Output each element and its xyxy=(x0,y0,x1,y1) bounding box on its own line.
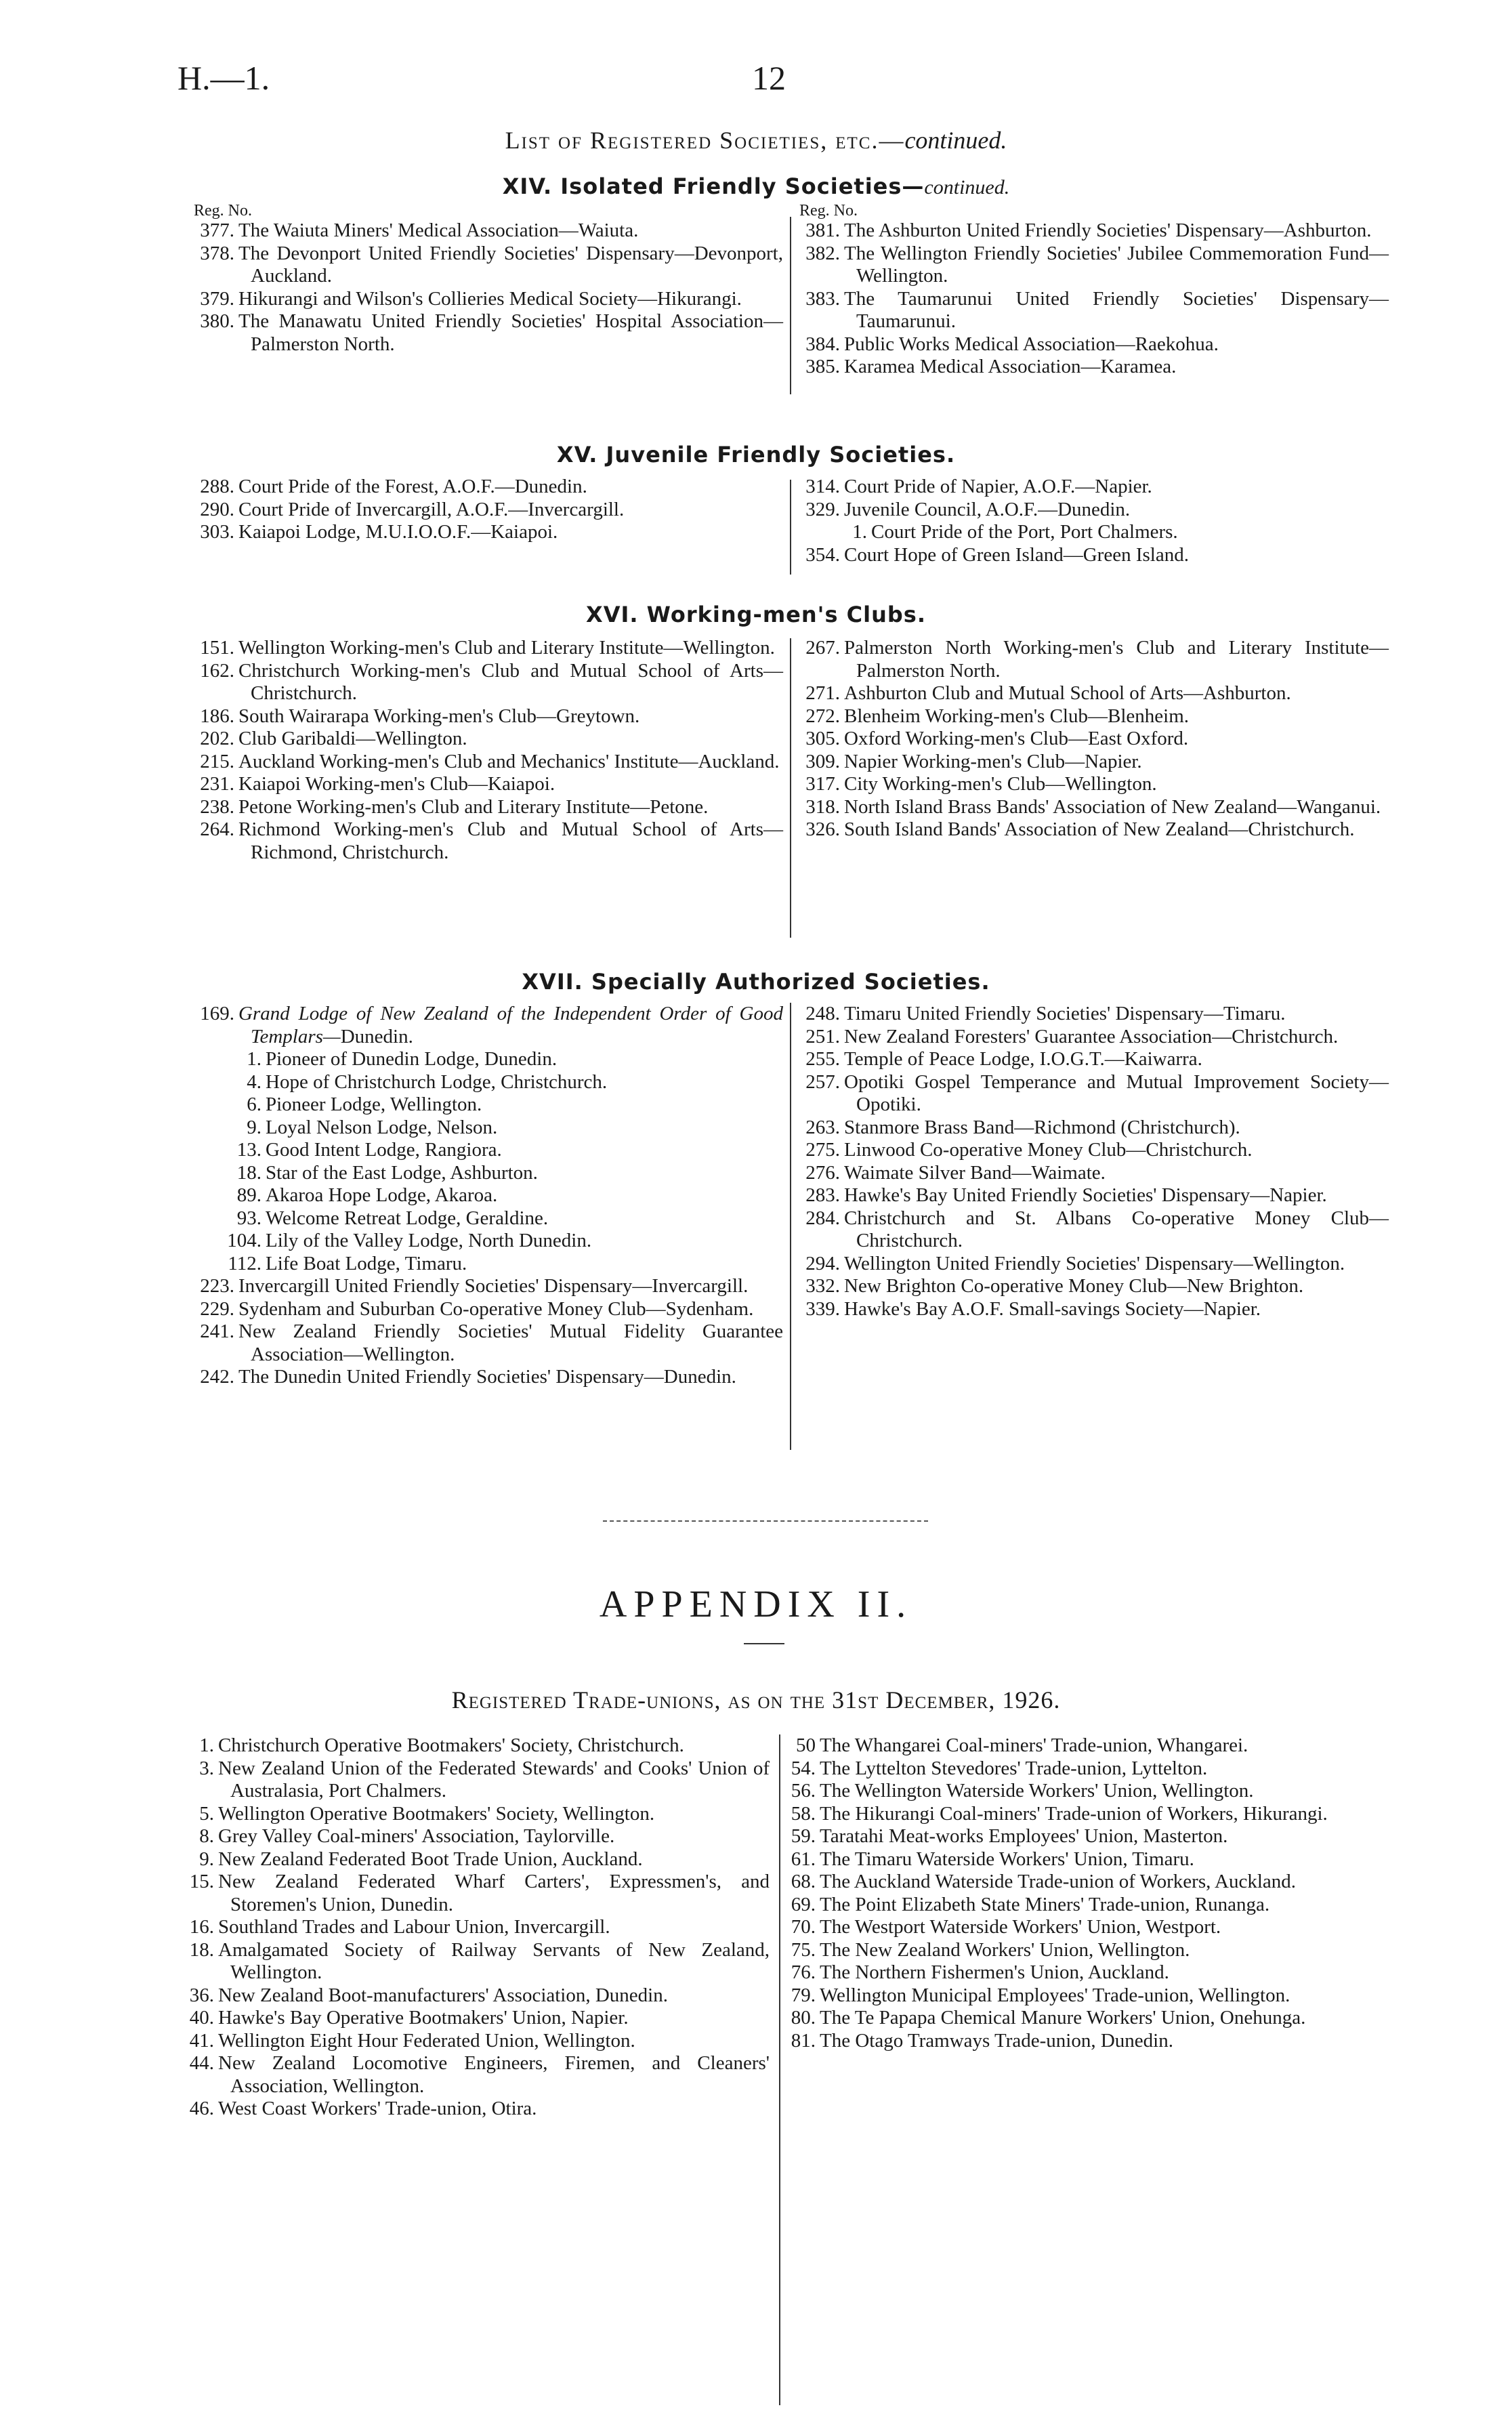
list-item xyxy=(194,521,783,544)
item-text: Hawke's Bay Operative Bootmakers' Union, Napier. xyxy=(218,2007,629,2029)
list-item xyxy=(194,1366,783,1389)
item-number: 251. xyxy=(805,1025,840,1047)
list-item xyxy=(173,1734,770,1758)
item-text: Court Pride of the Forest, A.O.F.—Dunedin. xyxy=(238,476,587,497)
trade-unions-left-column xyxy=(173,1734,770,2121)
list-item xyxy=(194,1184,783,1207)
item-number: 89. xyxy=(236,1184,261,1206)
list-item xyxy=(194,1162,783,1185)
list-item xyxy=(775,1984,1389,2008)
item-number: 241. xyxy=(200,1321,234,1342)
item-number: 276. xyxy=(805,1161,840,1184)
column-divider xyxy=(790,217,791,394)
list-item xyxy=(194,728,783,751)
item-text: The Lyttelton Stevedores' Trade-union, Lyttelton. xyxy=(820,1757,1208,1779)
item-number: 151. xyxy=(200,637,234,659)
item-number: 202. xyxy=(200,728,234,749)
appendix-title: APPENDIX II. xyxy=(599,1583,913,1625)
list-item xyxy=(194,1117,783,1140)
item-text: New Zealand Federated Boot Trade Union, Auckland. xyxy=(218,1848,643,1870)
item-text: The Taumarunui United Friendly Societies' Dispensary—Taumarunui. xyxy=(844,287,1389,332)
item-text: Lily of the Valley Lodge, North Dunedin. xyxy=(266,1230,592,1251)
list-item xyxy=(775,2007,1389,2030)
list-item xyxy=(194,220,783,243)
list-item xyxy=(799,220,1389,243)
item-text: Hikurangi and Wilson's Collieries Medical Society—Hikurangi. xyxy=(238,287,742,310)
item-number: 50 xyxy=(796,1734,816,1756)
list-item xyxy=(799,773,1389,796)
list-item xyxy=(799,1184,1389,1207)
item-number: 9. xyxy=(247,1116,261,1138)
list-item xyxy=(173,1825,770,1848)
list-item xyxy=(173,2030,770,2053)
list-item xyxy=(194,1321,783,1366)
list-item xyxy=(194,310,783,356)
item-text: Blenheim Working-men's Club—Blenheim. xyxy=(844,705,1190,727)
item-number: 271. xyxy=(805,682,840,704)
item-number: 242. xyxy=(200,1366,234,1388)
list-item xyxy=(173,1984,770,2008)
item-text: The Ashburton United Friendly Societies' Dispensary—Ashburton. xyxy=(844,220,1372,241)
item-text: Juvenile Council, A.O.F.—Dunedin. xyxy=(844,498,1131,520)
item-number: 70. xyxy=(791,1916,816,1938)
item-number: 257. xyxy=(805,1070,840,1093)
list-item xyxy=(799,682,1389,705)
item-number: 93. xyxy=(236,1207,261,1229)
list-item xyxy=(799,521,1389,544)
column-divider xyxy=(790,480,791,575)
item-number: 309. xyxy=(805,750,840,772)
item-number: 290. xyxy=(200,498,234,520)
item-text: Wellington Municipal Employees' Trade-union, Wellington. xyxy=(820,1984,1290,2006)
item-number: 354. xyxy=(805,543,840,566)
section-xiv-right-list xyxy=(799,220,1389,379)
list-item xyxy=(194,796,783,819)
item-number: 79. xyxy=(791,1984,816,2006)
section-xvi-heading: XVI. Working-men's Clubs. xyxy=(586,602,926,627)
page-header-code: H.—1. xyxy=(177,59,270,97)
item-text: Hawke's Bay United Friendly Societies' Dispensary—Napier. xyxy=(844,1184,1327,1206)
item-number: 3. xyxy=(199,1757,214,1779)
appendix-subtitle: Registered Trade-unions, as on the 31st December, 1926. xyxy=(451,1686,1061,1713)
list-item xyxy=(799,1162,1389,1185)
item-text: South Wairarapa Working-men's Club—Greytown. xyxy=(238,705,640,727)
item-text: Hawke's Bay A.O.F. Small-savings Society—Napier. xyxy=(844,1297,1261,1320)
item-number: 275. xyxy=(805,1139,840,1161)
item-text: Court Pride of Invercargill, A.O.F.—Invercargill. xyxy=(238,498,625,520)
item-number: 215. xyxy=(200,750,234,772)
section-xiv-right-column xyxy=(799,202,1389,379)
item-number: 13. xyxy=(236,1139,261,1161)
item-number: 238. xyxy=(200,795,234,818)
list-item xyxy=(194,818,783,864)
item-number: 104. xyxy=(227,1230,261,1251)
item-number: 1. xyxy=(199,1734,214,1756)
list-item xyxy=(194,1275,783,1298)
item-text: South Island Bands' Association of New Zealand—Christchurch. xyxy=(844,818,1355,840)
item-text: New Zealand Boot-manufacturers' Association, Dunedin. xyxy=(218,1984,668,2006)
item-number: 339. xyxy=(805,1297,840,1320)
item-number: 59. xyxy=(791,1825,816,1847)
item-number: 223. xyxy=(200,1275,234,1297)
item-number: 186. xyxy=(200,705,234,727)
item-text: Club Garibaldi—Wellington. xyxy=(238,728,467,749)
list-item xyxy=(194,288,783,311)
item-text: Court Pride of Napier, A.O.F.—Napier. xyxy=(844,476,1152,497)
item-text: Life Boat Lodge, Timaru. xyxy=(266,1252,467,1274)
section-xvii-left-column xyxy=(194,1003,783,1389)
item-number: 264. xyxy=(200,818,234,840)
item-number: 378. xyxy=(200,242,234,264)
section-xv-right-column xyxy=(799,476,1389,566)
item-number: 18. xyxy=(236,1161,261,1184)
item-text: Good Intent Lodge, Rangiora. xyxy=(266,1139,502,1161)
list-item xyxy=(173,1871,770,1916)
list-item xyxy=(799,818,1389,841)
list-item xyxy=(799,796,1389,819)
list-item xyxy=(173,1758,770,1803)
item-text: North Island Brass Bands' Association of New Zealand—Wanganui. xyxy=(844,795,1381,818)
list-item xyxy=(194,1003,783,1048)
section-xvi-left-column xyxy=(194,637,783,864)
item-number: 294. xyxy=(805,1252,840,1274)
list-item xyxy=(194,637,783,660)
item-number: 385. xyxy=(805,356,840,377)
item-number: 381. xyxy=(805,220,840,241)
item-text: Temple of Peace Lodge, I.O.G.T.—Kaiwarra. xyxy=(844,1048,1202,1070)
item-number: 44. xyxy=(189,2052,214,2074)
item-number: 69. xyxy=(791,1893,816,1915)
list-item xyxy=(194,773,783,796)
item-text: City Working-men's Club—Wellington. xyxy=(844,773,1157,795)
item-number: 81. xyxy=(791,2029,816,2052)
item-number: 305. xyxy=(805,728,840,749)
item-text: Palmerston North Working-men's Club and Literary Institute—Palmerston North. xyxy=(844,637,1389,682)
section-separator xyxy=(603,1520,928,1522)
reg-no-label: Reg. No. xyxy=(194,202,252,220)
item-text: Timaru United Friendly Societies' Dispensary—Timaru. xyxy=(844,1003,1286,1024)
item-text: Welcome Retreat Lodge, Geraldine. xyxy=(266,1207,549,1229)
item-text: Pioneer of Dunedin Lodge, Dunedin. xyxy=(266,1048,558,1070)
list-item xyxy=(194,705,783,728)
item-text: Public Works Medical Association—Raekohua. xyxy=(844,333,1219,355)
item-number: 6. xyxy=(247,1094,261,1115)
item-text: Christchurch Working-men's Club and Mutual School of Arts—Christchurch. xyxy=(238,659,783,704)
list-item xyxy=(194,499,783,522)
item-text: Wellington Eight Hour Federated Union, Wellington. xyxy=(218,2029,635,2052)
section-xiv-heading xyxy=(0,173,1512,199)
item-number: 75. xyxy=(791,1938,816,1961)
item-text: The Waiuta Miners' Medical Association—Waiuta. xyxy=(238,220,639,241)
item-text: Amalgamated Society of Railway Servants of New Zealand, Wellington. xyxy=(218,1938,770,1983)
section-xv-left-column xyxy=(194,476,783,544)
item-number: 272. xyxy=(805,705,840,727)
section-xiv-title: XIV. Isolated Friendly Societies— xyxy=(502,173,925,199)
item-number: 15. xyxy=(189,1871,214,1892)
item-text: West Coast Workers' Trade-union, Otira. xyxy=(218,2098,537,2119)
item-number: 231. xyxy=(200,773,234,795)
item-text: New Zealand Foresters' Guarantee Association—Christchurch. xyxy=(844,1025,1339,1047)
list-item xyxy=(194,1071,783,1094)
item-text: Sydenham and Suburban Co-operative Money Club—Sydenham. xyxy=(238,1297,754,1320)
list-item xyxy=(799,356,1389,379)
item-text: Akaroa Hope Lodge, Akaroa. xyxy=(266,1184,498,1206)
item-text: The Wellington Waterside Workers' Union, Wellington. xyxy=(820,1780,1254,1802)
list-item xyxy=(799,1207,1389,1253)
item-number: 80. xyxy=(791,2007,816,2029)
item-text: Loyal Nelson Lodge, Nelson. xyxy=(266,1116,498,1138)
list-item xyxy=(173,1848,770,1871)
section-xv-heading: XV. Juvenile Friendly Societies. xyxy=(556,442,956,467)
item-number: 283. xyxy=(805,1184,840,1206)
item-text: New Zealand Union of the Federated Stewards' and Cooks' Union of Australasia, Port Chalmers. xyxy=(218,1757,770,1802)
item-text: Hope of Christchurch Lodge, Christchurch. xyxy=(266,1070,608,1093)
section-xvii-right-column xyxy=(799,1003,1389,1321)
item-text: The Manawatu United Friendly Societies' Hospital Association—Palmerston North. xyxy=(238,310,783,355)
list-title-main: List of Registered Societies, etc.— xyxy=(505,127,905,154)
item-number: 255. xyxy=(805,1048,840,1070)
item-number: 46. xyxy=(189,2098,214,2119)
list-item xyxy=(173,1939,770,1984)
list-item xyxy=(194,1048,783,1071)
item-number: 9. xyxy=(199,1848,214,1870)
item-text: Karamea Medical Association—Karamea. xyxy=(844,356,1177,377)
item-text: Invercargill United Friendly Societies' Dispensary—Invercargill. xyxy=(238,1275,749,1297)
section-xvii-heading: XVII. Specially Authorized Societies. xyxy=(522,969,990,995)
reg-no-label: Reg. No. xyxy=(799,202,858,220)
list-item xyxy=(799,1026,1389,1049)
item-text: Napier Working-men's Club—Napier. xyxy=(844,750,1142,772)
item-number: 56. xyxy=(791,1780,816,1802)
item-text: Richmond Working-men's Club and Mutual School of Arts—Richmond, Christchurch. xyxy=(238,818,783,863)
item-text: Christchurch and St. Albans Co-operative Money Club—Christchurch. xyxy=(844,1207,1389,1251)
list-item xyxy=(799,544,1389,567)
list-item xyxy=(775,1961,1389,1984)
item-number: 314. xyxy=(805,476,840,497)
list-item xyxy=(799,333,1389,356)
list-item xyxy=(775,1734,1389,1758)
item-number: 1. xyxy=(852,521,867,543)
list-item xyxy=(775,1916,1389,1939)
item-text: Wellington Working-men's Club and Literary Institute—Wellington. xyxy=(238,637,775,659)
item-number: 326. xyxy=(805,818,840,840)
item-text: New Zealand Federated Wharf Carters', Expressmen's, and Storemen's Union, Dunedin. xyxy=(218,1871,770,1915)
list-item xyxy=(775,1871,1389,1894)
item-text-tail: Dunedin. xyxy=(340,1025,413,1047)
item-text: Wellington Operative Bootmakers' Society, Wellington. xyxy=(218,1802,655,1825)
item-text: Grey Valley Coal-miners' Association, Taylorville. xyxy=(218,1825,615,1847)
item-number: 263. xyxy=(805,1116,840,1138)
item-number: 54. xyxy=(791,1757,816,1779)
item-number: 5. xyxy=(199,1802,214,1825)
item-number: 18. xyxy=(189,1938,214,1961)
list-item xyxy=(799,751,1389,774)
list-item xyxy=(194,1139,783,1162)
item-text: The Timaru Waterside Workers' Union, Timaru. xyxy=(820,1848,1194,1870)
item-text: The Dunedin United Friendly Societies' Dispensary—Dunedin. xyxy=(238,1366,736,1388)
item-text: Oxford Working-men's Club—East Oxford. xyxy=(844,728,1189,749)
item-text: Auckland Working-men's Club and Mechanics' Institute—Auckland. xyxy=(238,750,780,772)
item-number: 380. xyxy=(200,310,234,332)
list-item xyxy=(194,1094,783,1117)
list-item xyxy=(799,476,1389,499)
item-text: Southland Trades and Labour Union, Invercargill. xyxy=(218,1916,610,1938)
list-item xyxy=(775,1803,1389,1826)
item-number: 379. xyxy=(200,287,234,310)
page-number: 12 xyxy=(752,59,786,97)
item-text: The Wellington Friendly Societies' Jubilee Commemoration Fund—Wellington. xyxy=(844,242,1389,287)
list-item xyxy=(194,1298,783,1321)
list-item xyxy=(775,1939,1389,1962)
item-number: 284. xyxy=(805,1207,840,1229)
list-item xyxy=(799,1117,1389,1140)
item-text: The Whangarei Coal-miners' Trade-union, Whangarei. xyxy=(820,1734,1248,1756)
item-number: 267. xyxy=(805,637,840,659)
column-divider xyxy=(790,1003,791,1450)
list-item xyxy=(194,660,783,705)
list-item xyxy=(194,243,783,288)
item-number: 1. xyxy=(247,1048,261,1070)
item-text: The New Zealand Workers' Union, Wellington. xyxy=(820,1938,1190,1961)
item-text: The Northern Fishermen's Union, Auckland. xyxy=(820,1961,1169,1983)
item-text: The Devonport United Friendly Societies' Dispensary—Devonport, Auckland. xyxy=(238,242,783,287)
item-text xyxy=(238,1003,783,1048)
list-item xyxy=(799,728,1389,751)
item-number: 169. xyxy=(200,1003,234,1024)
list-item xyxy=(799,1253,1389,1276)
item-number: 332. xyxy=(805,1275,840,1297)
item-text: Linwood Co-operative Money Club—Christchurch. xyxy=(844,1139,1253,1161)
item-text: Petone Working-men's Club and Literary Institute—Petone. xyxy=(238,795,709,818)
list-item xyxy=(799,705,1389,728)
item-text: The Westport Waterside Workers' Union, Westport. xyxy=(820,1916,1221,1938)
item-number: 16. xyxy=(189,1916,214,1938)
item-number: 329. xyxy=(805,498,840,520)
section-xiv-left-column xyxy=(194,202,783,356)
item-number: 8. xyxy=(199,1825,214,1847)
item-text: The Auckland Waterside Trade-union of Workers, Auckland. xyxy=(820,1871,1297,1892)
item-text-italic: Grand Lodge of New Zealand of the Independent Order of Good Templars— xyxy=(238,1003,783,1047)
item-number: 288. xyxy=(200,476,234,497)
item-text: New Zealand Locomotive Engineers, Firemen, and Cleaners' Association, Wellington. xyxy=(218,2052,770,2097)
list-item xyxy=(799,637,1389,682)
item-number: 383. xyxy=(805,287,840,310)
item-text: The Point Elizabeth State Miners' Trade-union, Runanga. xyxy=(820,1893,1270,1915)
list-title xyxy=(0,126,1512,154)
item-number: 377. xyxy=(200,220,234,241)
list-item xyxy=(799,1275,1389,1298)
item-text: Court Pride of the Port, Port Chalmers. xyxy=(871,521,1178,543)
list-item xyxy=(799,1071,1389,1117)
item-number: 68. xyxy=(791,1871,816,1892)
item-number: 384. xyxy=(805,333,840,355)
item-text: New Zealand Friendly Societies' Mutual Fidelity Guarantee Association—Wellington. xyxy=(238,1321,783,1365)
list-item xyxy=(173,2052,770,2098)
item-number: 41. xyxy=(189,2029,214,2052)
item-number: 318. xyxy=(805,795,840,818)
column-divider xyxy=(790,638,791,938)
item-number: 317. xyxy=(805,773,840,795)
list-item xyxy=(775,1758,1389,1781)
list-item xyxy=(775,1825,1389,1848)
list-item xyxy=(775,1780,1389,1803)
item-text: Kaiapoi Working-men's Club—Kaiapoi. xyxy=(238,773,555,795)
appendix-rule xyxy=(744,1643,784,1644)
list-item xyxy=(194,1253,783,1276)
trade-unions-right-column xyxy=(775,1734,1389,2052)
item-number: 58. xyxy=(791,1802,816,1825)
item-text: The Te Papapa Chemical Manure Workers' Union, Onehunga. xyxy=(820,2007,1306,2029)
list-item xyxy=(799,1003,1389,1026)
list-item xyxy=(799,1298,1389,1321)
item-number: 40. xyxy=(189,2007,214,2029)
item-text: The Otago Tramways Trade-union, Dunedin. xyxy=(820,2029,1173,2052)
item-number: 382. xyxy=(805,242,840,264)
item-text: Wellington United Friendly Societies' Dispensary—Wellington. xyxy=(844,1252,1345,1274)
list-item xyxy=(775,1848,1389,1871)
list-title-continued: continued. xyxy=(904,127,1007,154)
list-item xyxy=(194,1230,783,1253)
list-item xyxy=(799,499,1389,522)
list-item xyxy=(194,1207,783,1230)
list-item xyxy=(775,1894,1389,1917)
list-item xyxy=(194,751,783,774)
item-number: 4. xyxy=(247,1070,261,1093)
list-item xyxy=(173,1803,770,1826)
list-item xyxy=(775,2030,1389,2053)
item-number: 61. xyxy=(791,1848,816,1870)
item-text: Stanmore Brass Band—Richmond (Christchurch). xyxy=(844,1116,1240,1138)
list-item xyxy=(194,476,783,499)
item-text: Taratahi Meat-works Employees' Union, Masterton. xyxy=(820,1825,1228,1847)
list-item xyxy=(799,1139,1389,1162)
list-item xyxy=(799,243,1389,288)
list-item xyxy=(173,1916,770,1939)
item-text: Opotiki Gospel Temperance and Mutual Improvement Society—Opotiki. xyxy=(844,1070,1389,1115)
section-xiv-left-list xyxy=(194,220,783,356)
item-text: Waimate Silver Band—Waimate. xyxy=(844,1161,1106,1184)
item-number: 112. xyxy=(228,1252,261,1274)
item-number: 248. xyxy=(805,1003,840,1024)
item-number: 36. xyxy=(189,1984,214,2006)
list-item xyxy=(799,288,1389,333)
item-text: New Brighton Co-operative Money Club—New Brighton. xyxy=(844,1275,1304,1297)
item-text: Star of the East Lodge, Ashburton. xyxy=(266,1161,538,1184)
item-number: 162. xyxy=(200,659,234,682)
list-item xyxy=(173,2098,770,2121)
item-number: 76. xyxy=(791,1961,816,1983)
item-number: 229. xyxy=(200,1297,234,1320)
item-text: Ashburton Club and Mutual School of Arts—Ashburton. xyxy=(844,682,1291,704)
item-number: 303. xyxy=(200,521,234,543)
section-xvi-right-column xyxy=(799,637,1389,841)
list-item xyxy=(173,2007,770,2030)
item-text: Christchurch Operative Bootmakers' Society, Christchurch. xyxy=(218,1734,684,1756)
section-xiv-continued: continued. xyxy=(924,176,1010,199)
item-text: Kaiapoi Lodge, M.U.I.O.O.F.—Kaiapoi. xyxy=(238,521,558,543)
list-item xyxy=(799,1048,1389,1071)
item-text: The Hikurangi Coal-miners' Trade-union of Workers, Hikurangi. xyxy=(820,1802,1328,1825)
item-text: Pioneer Lodge, Wellington. xyxy=(266,1094,482,1115)
item-text: Court Hope of Green Island—Green Island. xyxy=(844,543,1189,566)
